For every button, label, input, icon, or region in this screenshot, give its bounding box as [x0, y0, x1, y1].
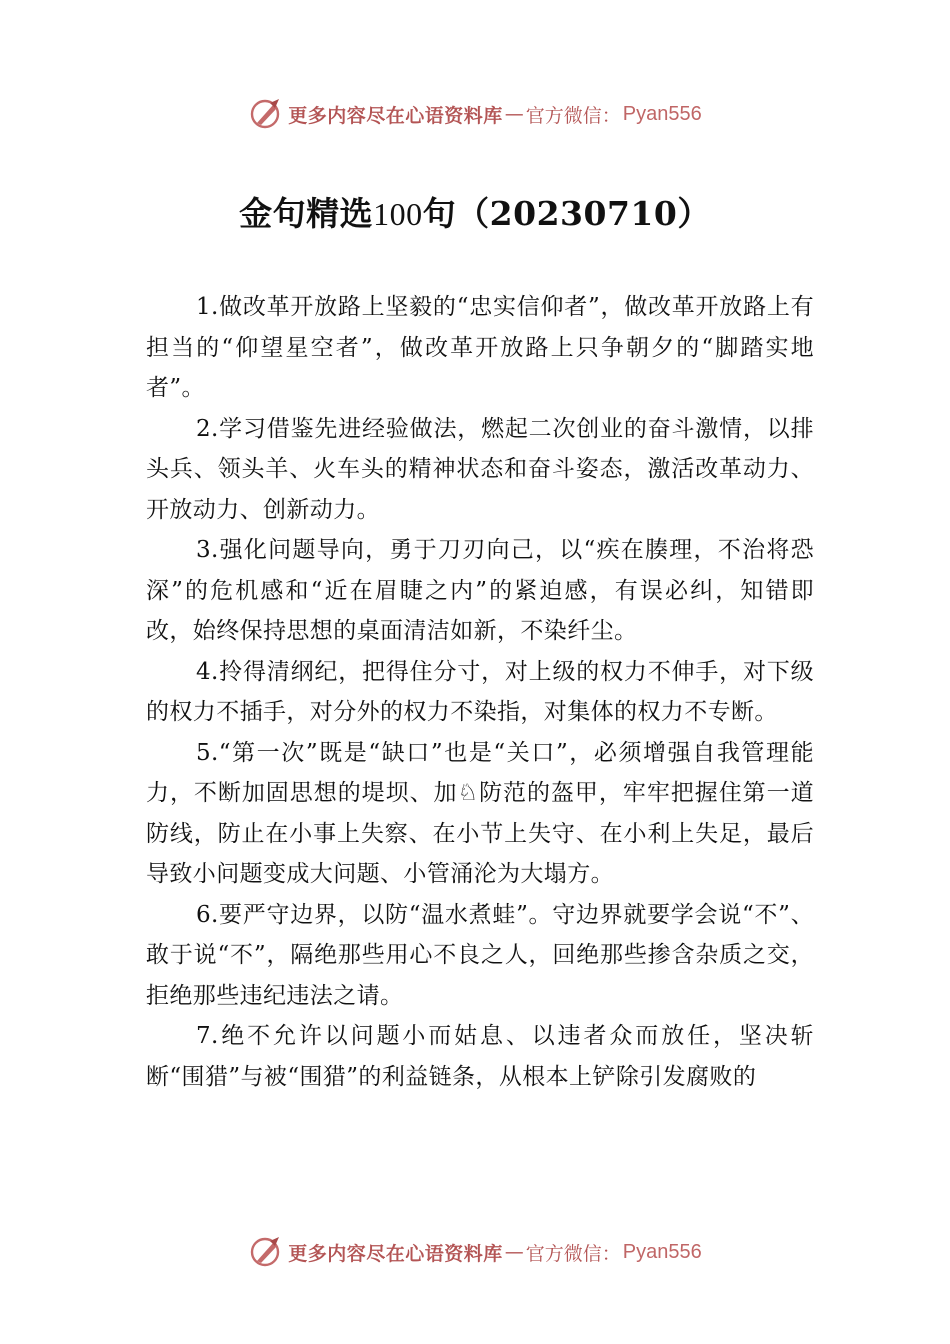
title-suffix: 句（20230710） [422, 194, 711, 233]
paragraph-2: 2.学习借鉴先进经验做法，燃起二次创业的奋斗激情，以排头兵、领头羊、火车头的精神状态和奋斗姿态，激活改革动力、开放动力、创新动力。 [146, 415, 814, 523]
banner-wechat-label: 官方微信： [525, 1242, 621, 1265]
paragraph-6: 6.要严守边界，以防“温水煮蛙”。守边界就要学会说“不”、敢于说“不”，隔绝那些用心不良之人，回绝那些掺含杂质之交，拒绝那些违纪违法之请。 [146, 901, 814, 1009]
banner-dash: — [504, 1241, 524, 1263]
title-count: 100 [373, 196, 423, 232]
header-banner [0, 94, 950, 134]
pen-circle-logo-icon [248, 96, 284, 132]
banner-wechat-id: Pyan556 [622, 102, 702, 125]
paragraph-1: 1.做改革开放路上坚毅的“忠实信仰者”，做改革开放路上有担当的“仰望星空者”，做改革开放路上只争朝夕的“脚踏实地者”。 [146, 294, 814, 401]
banner-dash: — [504, 103, 524, 125]
paragraph-4: 4.拎得清纲纪，把得住分寸，对上级的权力不伸手，对下级的权力不插手，对分外的权力不染指，对集体的权力不专断。 [146, 658, 814, 725]
paragraph-3: 3.强化问题导向，勇于刀刃向己，以“疾在腠理，不治将恐深”的危机感和“近在眉睫之内”的紧迫感，有误必纠，知错即改，始终保持思想的桌面清洁如新，不染纤尘。 [146, 537, 814, 644]
banner-wechat-label: 官方微信： [525, 104, 621, 127]
paragraph-7: 7.绝不允许以问题小而姑息、以违者众而放任，坚决斩断“围猎”与被“围猎”的利益链条，从根本上铲除引发腐败的 [146, 1023, 814, 1090]
banner-text: 更多内容尽在心语资料库 [288, 104, 503, 127]
banner-wechat-id: Pyan556 [622, 1240, 702, 1263]
footer-banner [0, 1232, 950, 1272]
pen-circle-logo-icon [248, 1234, 284, 1270]
title-text: 金句精选 [239, 194, 374, 233]
banner-text: 更多内容尽在心语资料库 [288, 1242, 503, 1265]
document-body [146, 287, 814, 1097]
paragraph-5: 5.“第一次”既是“缺口”也是“关口”，必须增强自我管理能力，不断加固思想的堤坝、加♘防范的盔甲，牢牢把握住第一道防线，防止在小事上失察、在小节上失守、在小利上失足，最后导致小问题变成大问题、小管涌沦为大塌方。 [146, 739, 814, 887]
page-title [0, 188, 950, 235]
